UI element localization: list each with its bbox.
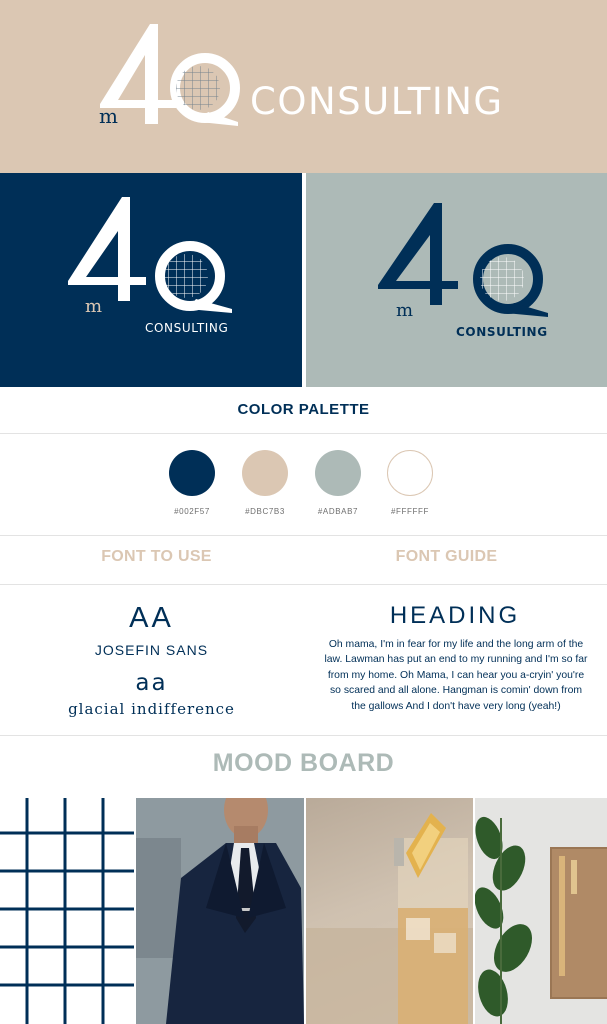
mood-image-desk — [475, 798, 607, 1024]
mood-board-title: MOOD BOARD — [212, 749, 395, 777]
logo-navy-mark-small: m — [85, 296, 103, 317]
body-text-sample: Oh mama, I'm in fear for my life and the long arm of the law. Lawman has put an end to my running and I'm so far from my home. Oh Mama, I can hear you a-cryin' you're so scared and all alone. Hangman is comin' down from the gallows And I don't have very long (yeah!) — [324, 639, 588, 712]
font-to-use-title: FONT TO USE — [101, 548, 212, 565]
divider — [0, 535, 607, 536]
header-band — [0, 0, 607, 173]
logo-wordmark: CONSULTING — [250, 80, 504, 123]
secondary-font-name: glacial indifference — [68, 700, 235, 718]
primary-font-sample: AA — [129, 602, 174, 634]
primary-font-name: JOSEFIN SANS — [94, 642, 209, 658]
color-palette-title: COLOR PALETTE — [237, 401, 370, 418]
primary-logo — [0, 0, 607, 173]
font-guide-title: FONT GUIDE — [395, 548, 498, 565]
secondary-font-sample: aa — [135, 670, 168, 696]
logo-sage-mark-small: m — [396, 300, 414, 321]
swatch-label-sand: #DBC7B3 — [245, 507, 285, 516]
mood-image-suit — [136, 798, 304, 1024]
logo-sage-wordmark: CONSULTING — [456, 325, 548, 339]
swatch-sand — [242, 450, 288, 496]
drink-photo — [306, 798, 473, 1024]
swatch-label-navy: #002F57 — [174, 507, 210, 516]
logo-on-sage — [306, 173, 607, 387]
mood-image-grid — [0, 798, 134, 1024]
logo-on-navy — [0, 173, 302, 387]
divider — [0, 584, 607, 585]
grid-pattern-image — [0, 798, 134, 1024]
swatch-label-white: #FFFFFF — [391, 507, 429, 516]
suit-photo — [136, 798, 304, 1024]
swatch-navy — [169, 450, 215, 496]
divider — [0, 735, 607, 736]
swatch-label-sage: #ADBAB7 — [317, 507, 359, 516]
swatch-white — [387, 450, 433, 496]
heading-sample: HEADING — [389, 602, 521, 629]
logo-navy-wordmark: CONSULTING — [145, 321, 229, 335]
logo-panel-sage — [306, 173, 607, 387]
swatch-sage — [315, 450, 361, 496]
divider — [0, 433, 607, 434]
logo-mark-small: m — [99, 104, 118, 128]
desk-photo — [475, 798, 607, 1024]
mood-image-drink — [306, 798, 473, 1024]
logo-panel-navy — [0, 173, 302, 387]
